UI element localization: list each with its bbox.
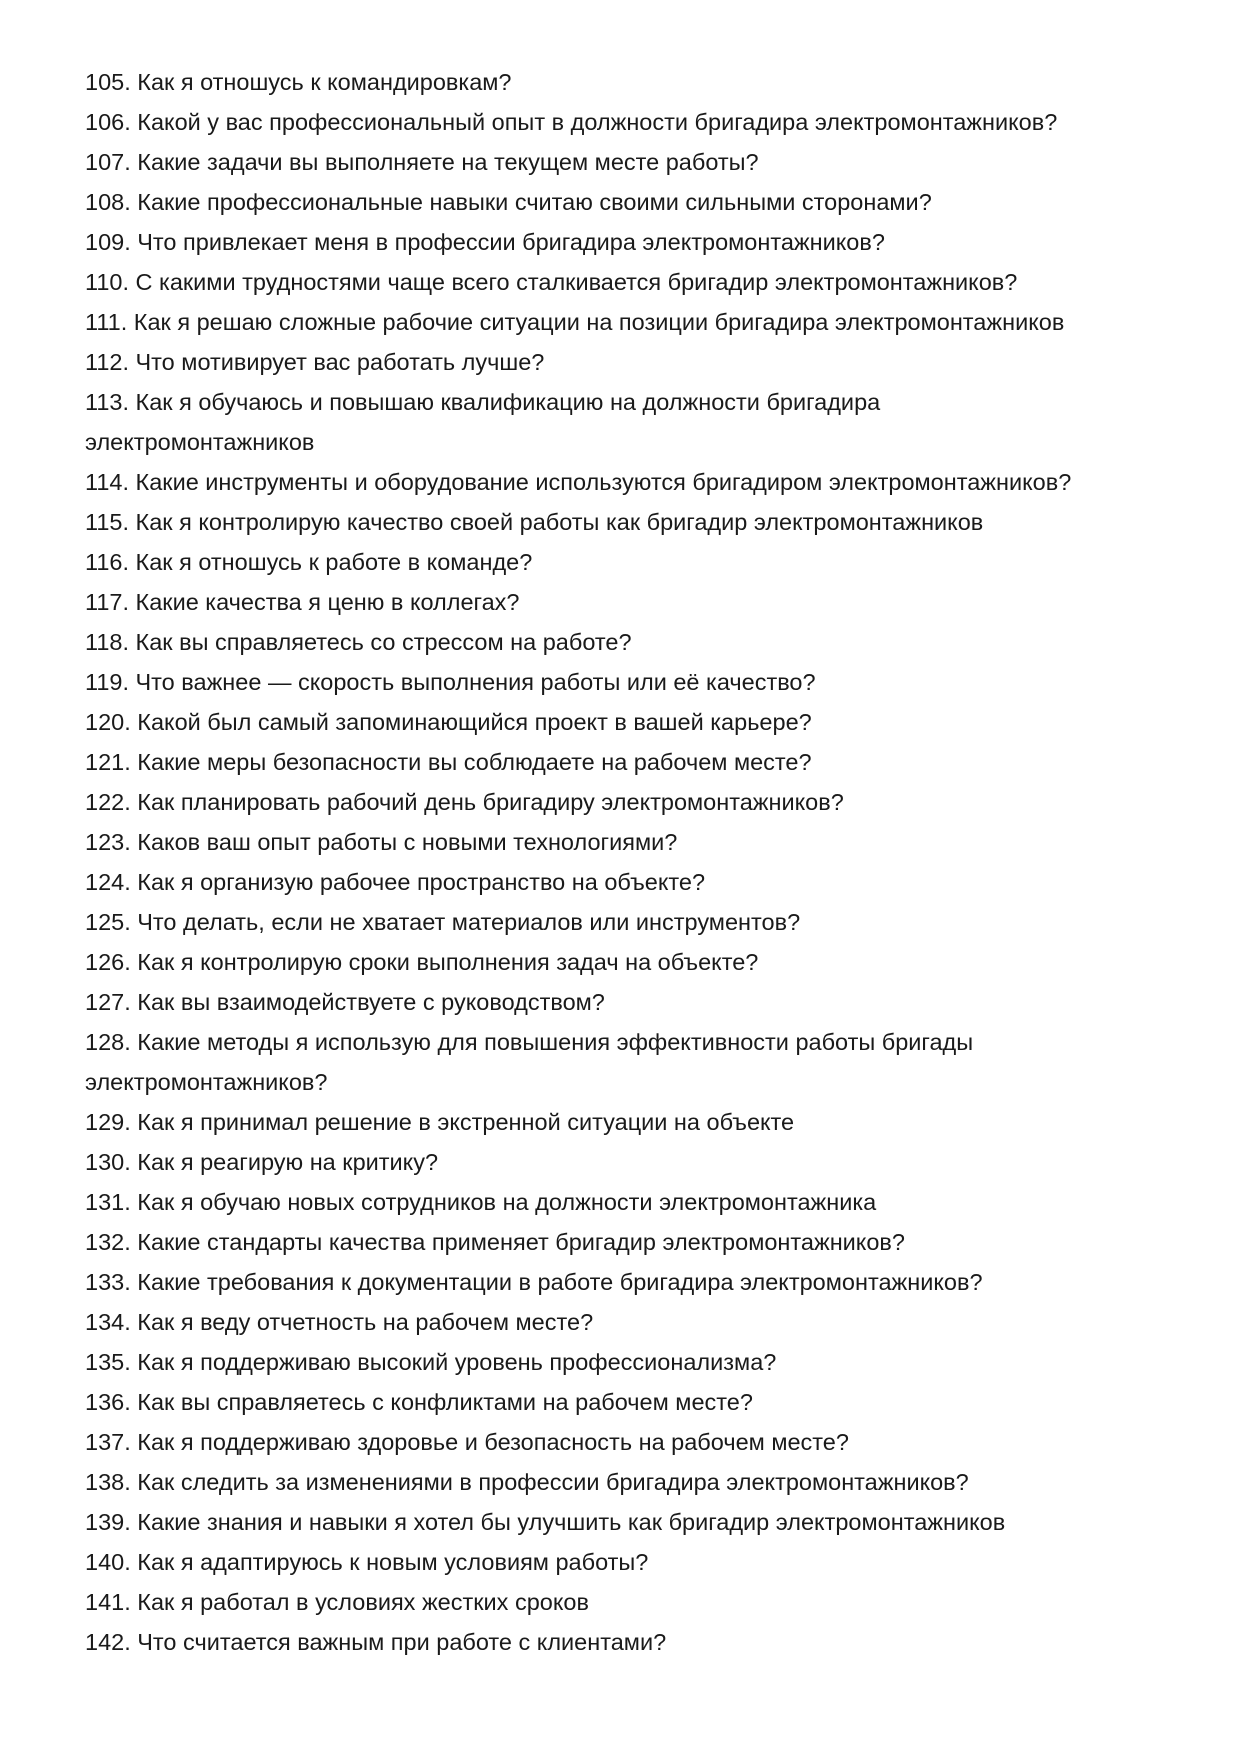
list-item-text: 140. Как я адаптируюсь к новым условиям работы? <box>85 1549 649 1575</box>
list-item-text: 113. Как я обучаюсь и повышаю квалификацию на должности бригадира <box>85 389 881 415</box>
list-item <box>85 1342 1165 1382</box>
list-item-text: 120. Какой был самый запоминающийся проект в вашей карьере? <box>85 709 812 735</box>
list-item-text: 124. Как я организую рабочее пространство на объекте? <box>85 869 706 895</box>
list-item-text: 109. Что привлекает меня в профессии бригадира электромонтажников? <box>85 229 885 255</box>
list-item <box>85 902 1165 942</box>
list-item-text: 123. Каков ваш опыт работы с новыми технологиями? <box>85 829 678 855</box>
list-item-text: 139. Какие знания и навыки я хотел бы улучшить как бригадир электромонтажников <box>85 1509 1006 1535</box>
list-item <box>85 942 1165 982</box>
list-item-text: 138. Как следить за изменениями в профессии бригадира электромонтажников? <box>85 1469 969 1495</box>
list-item-text: 116. Как я отношусь к работе в команде? <box>85 549 533 575</box>
list-item-text: 142. Что считается важным при работе с клиентами? <box>85 1629 667 1655</box>
list-item <box>85 1542 1165 1582</box>
list-item-text: 128. Какие методы я использую для повышения эффективности работы бригады <box>85 1029 974 1055</box>
list-item-text: 125. Что делать, если не хватает материалов или инструментов? <box>85 909 801 935</box>
list-item-text: 105. Как я отношусь к командировкам? <box>85 69 512 95</box>
list-item <box>85 502 1165 542</box>
list-item-text: 137. Как я поддерживаю здоровье и безопасность на рабочем месте? <box>85 1429 849 1455</box>
list-item <box>85 1462 1165 1502</box>
list-item-text: 111. Как я решаю сложные рабочие ситуации на позиции бригадира электромонтажников <box>85 309 1065 335</box>
list-item <box>85 1142 1165 1182</box>
list-item-text: 130. Как я реагирую на критику? <box>85 1149 439 1175</box>
list-item <box>85 582 1165 622</box>
list-item <box>85 1022 1165 1102</box>
list-item-text: 115. Как я контролирую качество своей работы как бригадир электромонтажников <box>85 509 984 535</box>
list-item <box>85 782 1165 822</box>
list-item <box>85 1622 1165 1662</box>
list-item-text: 133. Какие требования к документации в работе бригадира электромонтажников? <box>85 1269 983 1295</box>
list-item <box>85 182 1165 222</box>
list-item-text: 112. Что мотивирует вас работать лучше? <box>85 349 545 375</box>
list-item-text: 134. Как я веду отчетность на рабочем месте? <box>85 1309 594 1335</box>
list-item-text: 119. Что важнее — скорость выполнения работы или её качество? <box>85 669 816 695</box>
list-item <box>85 1302 1165 1342</box>
list-item-text: 107. Какие задачи вы выполняете на текущем месте работы? <box>85 149 759 175</box>
list-item <box>85 1102 1165 1142</box>
list-item-text: 141. Как я работал в условиях жестких сроков <box>85 1589 589 1615</box>
list-item <box>85 1262 1165 1302</box>
list-item <box>85 862 1165 902</box>
list-item-text: 132. Какие стандарты качества применяет бригадир электромонтажников? <box>85 1229 905 1255</box>
list-item <box>85 982 1165 1022</box>
list-item <box>85 622 1165 662</box>
list-item-text: 126. Как я контролирую сроки выполнения задач на объекте? <box>85 949 759 975</box>
list-item-text: электромонтажников <box>85 429 315 455</box>
list-item <box>85 142 1165 182</box>
list-item <box>85 62 1165 102</box>
list-item <box>85 1382 1165 1422</box>
list-item-text: 106. Какой у вас профессиональный опыт в должности бригадира электромонтажников? <box>85 109 1058 135</box>
list-item <box>85 102 1165 142</box>
list-item-text: 122. Как планировать рабочий день бригадиру электромонтажников? <box>85 789 844 815</box>
list-item <box>85 1222 1165 1262</box>
list-item <box>85 1502 1165 1542</box>
list-item <box>85 302 1165 342</box>
list-item <box>85 742 1165 782</box>
list-item-text: 108. Какие профессиональные навыки считаю своими сильными сторонами? <box>85 189 932 215</box>
list-item-text: 118. Как вы справляетесь со стрессом на работе? <box>85 629 632 655</box>
list-item <box>85 382 1165 462</box>
list-item <box>85 542 1165 582</box>
list-item <box>85 262 1165 302</box>
list-item-text: 127. Как вы взаимодействуете с руководством? <box>85 989 605 1015</box>
list-item <box>85 1182 1165 1222</box>
list-item-text: 129. Как я принимал решение в экстренной ситуации на объекте <box>85 1109 795 1135</box>
list-item-text: 135. Как я поддерживаю высокий уровень профессионализма? <box>85 1349 777 1375</box>
question-list <box>85 62 1165 1662</box>
list-item-text: 114. Какие инструменты и оборудование используются бригадиром электромонтажников? <box>85 469 1072 495</box>
list-item-text: 136. Как вы справляетесь с конфликтами на рабочем месте? <box>85 1389 753 1415</box>
list-item-text: 117. Какие качества я ценю в коллегах? <box>85 589 520 615</box>
list-item-text: 121. Какие меры безопасности вы соблюдаете на рабочем месте? <box>85 749 812 775</box>
list-item <box>85 222 1165 262</box>
list-item <box>85 342 1165 382</box>
list-item <box>85 702 1165 742</box>
list-item-text: 131. Как я обучаю новых сотрудников на должности электромонтажника <box>85 1189 877 1215</box>
list-item-text: электромонтажников? <box>85 1069 328 1095</box>
list-item <box>85 822 1165 862</box>
list-item <box>85 662 1165 702</box>
list-item-text: 110. С какими трудностями чаще всего сталкивается бригадир электромонтажников? <box>85 269 1018 295</box>
list-item <box>85 1422 1165 1462</box>
list-item <box>85 1582 1165 1622</box>
list-item <box>85 462 1165 502</box>
